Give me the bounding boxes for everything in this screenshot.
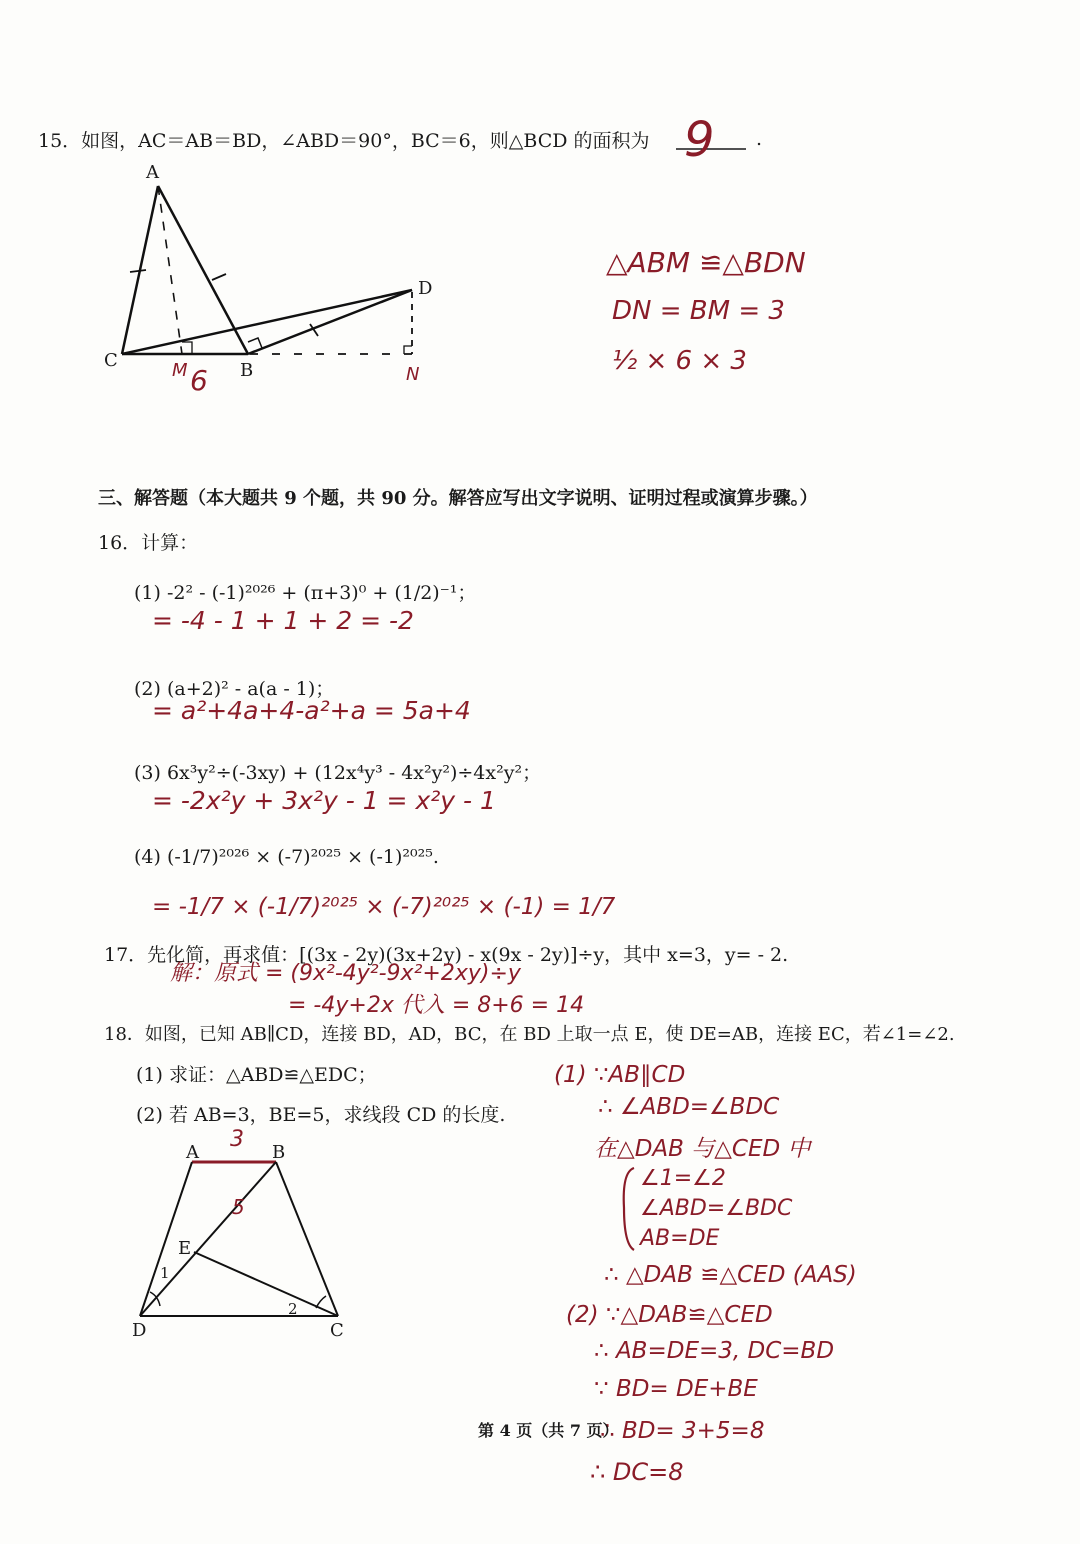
q15-work-line: DN = BM = 3 — [612, 296, 785, 326]
q18-label-a: A — [186, 1142, 199, 1163]
q18-figure — [120, 1128, 380, 1348]
q15-work-line: ½ × 6 × 3 — [612, 346, 747, 376]
page-footer: 第 4 页（共 7 页） — [478, 1421, 619, 1440]
q18-stem: 18．如图，已知 AB∥CD，连接 BD，AD，BC，在 BD 上取一点 E，使 DE=AB，连接 EC，若∠1=∠2. — [104, 1024, 955, 1045]
q18-work-line: ∠ABD=∠BDC — [640, 1196, 793, 1221]
q18-label-ab-value: 3 — [230, 1127, 244, 1152]
q18-label-e: E — [178, 1238, 192, 1259]
q18-work-line: (1) ∵AB∥CD — [554, 1062, 686, 1088]
q16-part-problem: (3) 6x³y²÷(-3xy) + (12x⁴y³ - 4x²y²)÷4x²y²； — [134, 762, 542, 784]
q15-label-n: N — [406, 364, 420, 385]
q15-figure — [100, 160, 560, 400]
q15-label-c: C — [104, 350, 118, 371]
q18-label-two: 2 — [288, 1300, 298, 1318]
q18-part1: (1) 求证：△ABD≌△EDC； — [136, 1064, 377, 1086]
q16-part-work: = -4 - 1 + 1 + 2 = -2 — [152, 606, 414, 635]
q18-brace — [616, 1164, 640, 1254]
q18-work-line: ∴ AB=DE=3, DC=BD — [594, 1338, 835, 1364]
q18-work-line: ∴ △DAB ≌△CED (AAS) — [604, 1262, 857, 1288]
q15-period: . — [756, 128, 763, 150]
q15-label-m: M — [172, 360, 188, 381]
q18-work-line: ∴ ∠ABD=∠BDC — [598, 1094, 780, 1120]
q18-work-line: ∵ BD= DE+BE — [594, 1376, 758, 1402]
q15-work-line: △ABM ≌△BDN — [606, 246, 806, 279]
q17-work-line: 解：原式 = (9x²-4y²-9x²+2xy)÷y — [170, 961, 521, 986]
q18-label-d: D — [132, 1320, 147, 1341]
q16-part-problem: (4) (-1/7)²⁰²⁶ × (-7)²⁰²⁵ × (-1)²⁰²⁵. — [134, 846, 439, 868]
q17-work-line: = -4y+2x 代入 = 8+6 = 14 — [288, 993, 585, 1018]
q16-part-work: = a²+4a+4-a²+a = 5a+4 — [152, 696, 471, 725]
q18-work-line: 在△DAB 与△CED 中 — [594, 1136, 811, 1162]
q18-label-one: 1 — [160, 1264, 170, 1282]
q18-label-be-value: 5 — [232, 1195, 245, 1219]
q18-label-b: B — [272, 1142, 286, 1163]
q15-answer: 9 — [684, 112, 715, 168]
q16-part-work: = -2x²y + 3x²y - 1 = x²y - 1 — [152, 786, 496, 815]
q18-work-line: ∴ DC=8 — [590, 1458, 684, 1486]
q18-work-line: ∠1=∠2 — [640, 1166, 726, 1191]
q15-text: 15．如图，AC＝AB＝BD，∠ABD＝90°，BC＝6，则△BCD 的面积为 — [38, 130, 650, 152]
q16-part-work: = -1/7 × (-1/7)²⁰²⁵ × (-7)²⁰²⁵ × (-1) = 1/7 — [152, 894, 616, 920]
q15-label-d: D — [418, 278, 433, 299]
section3-heading: 三、解答题（本大题共 9 个题，共 90 分。解答应写出文字说明、证明过程或演算步骤。） — [98, 488, 818, 509]
q17-stem: 17．先化简，再求值：[(3x - 2y)(3x+2y) - x(9x - 2y)]÷y，其中 x=3，y= - 2. — [104, 944, 789, 966]
q18-work-line: (2) ∵△DAB≌△CED — [566, 1302, 773, 1328]
q16-stem: 16．计算： — [98, 532, 199, 554]
q18-work-line: ∴ BD= 3+5=8 — [600, 1418, 765, 1444]
q15-label-a: A — [146, 162, 159, 183]
q15-label-b: B — [240, 360, 254, 381]
q15-label-six: 6 — [190, 364, 208, 397]
q18-part2: (2) 若 AB=3，BE=5，求线段 CD 的长度. — [136, 1104, 506, 1126]
q18-work-line: AB=DE — [640, 1226, 720, 1251]
q16-part-problem: (2) (a+2)² - a(a - 1)； — [134, 678, 335, 700]
q16-part-problem: (1) -2² - (-1)²⁰²⁶ + (π+3)⁰ + (1/2)⁻¹； — [134, 582, 477, 604]
q18-label-c: C — [330, 1320, 344, 1341]
